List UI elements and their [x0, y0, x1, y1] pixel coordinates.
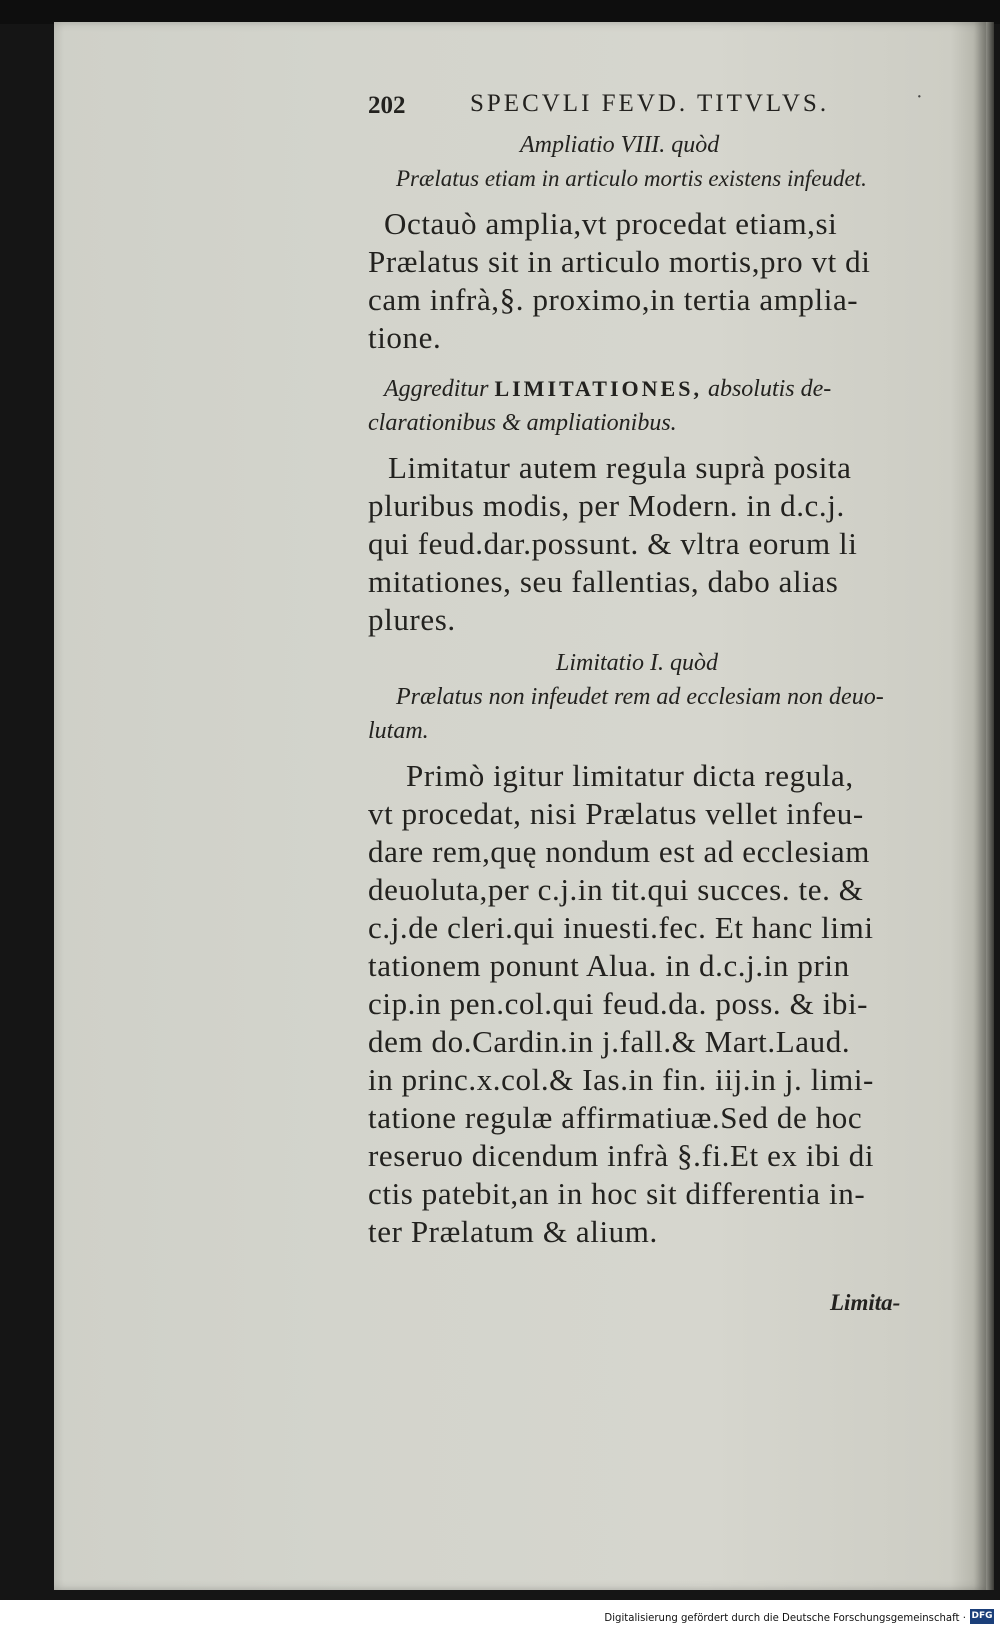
text-line: pluribus modis, per Modern. in d.c.j. [368, 488, 845, 523]
section-heading-limitationes-cont: clarationibus & ampliationibus. [368, 410, 677, 436]
text-line: dare rem,quę nondum est ad ecclesiam [368, 834, 870, 869]
section-subheading-ampliatio: Prælatus etiam in articulo mortis existens infeudet. [396, 166, 867, 191]
page-number: 202 [368, 92, 406, 119]
text-line: plures. [368, 602, 456, 637]
text-line: in princ.x.col.& Ias.in fin. iij.in j. limi- [368, 1062, 874, 1097]
text-line: vt procedat, nisi Prælatus vellet infeu- [368, 796, 864, 831]
section-heading-limitationes [384, 376, 831, 403]
text-line: ter Prælatum & alium. [368, 1214, 658, 1249]
running-head [368, 86, 938, 120]
text-line: cam infrà,§. proximo,in tertia amplia- [368, 282, 859, 317]
text-line: Prælatus sit in articulo mortis,pro vt di [368, 244, 871, 279]
catchword: Limita- [830, 1290, 901, 1315]
footer-bar [0, 1600, 1000, 1634]
text-line: mitationes, seu fallentias, dabo alias [368, 564, 839, 599]
running-title: SPECVLI FEVD. TITVLVS. [470, 90, 830, 117]
section-heading-limitatio: Limitatio I. quòd [556, 650, 719, 676]
heading-italic: absolutis de- [707, 376, 832, 402]
text-line: c.j.de cleri.qui inuesti.fec. Et hanc limi [368, 910, 874, 945]
text-line: tationem ponunt Alua. in d.c.j.in prin [368, 948, 850, 983]
text-line: tione. [368, 320, 442, 355]
heading-italic: Aggreditur [384, 376, 489, 402]
text-line: Primò igitur limitatur dicta regula, [406, 758, 854, 793]
text-line: Octauò amplia,vt procedat etiam,si [384, 206, 838, 241]
dfg-logo-icon: DFG [970, 1609, 994, 1624]
margin-mark: · [916, 86, 926, 108]
heading-caps: LIMITATIONES, [494, 376, 702, 401]
section-subheading-limitatio: Prælatus non infeudet rem ad ecclesiam non deuo- [396, 684, 884, 710]
text-line: cip.in pen.col.qui feud.da. poss. & ibi- [368, 986, 869, 1021]
page-edge [986, 22, 994, 1590]
text-line: tatione regulæ affirmatiuæ.Sed de hoc [368, 1100, 863, 1135]
section-heading-ampliatio: Ampliatio VIII. quòd [520, 132, 720, 158]
text-line: ctis patebit,an in hoc sit differentia in- [368, 1176, 866, 1211]
text-line: Limitatur autem regula suprà posita [388, 450, 852, 485]
text-line: deuoluta,per c.j.in tit.qui succes. te. & [368, 872, 864, 907]
section-subheading-limitatio-cont: lutam. [368, 718, 429, 744]
text-line: qui feud.dar.possunt. & vltra eorum li [368, 526, 858, 561]
text-line: reseruo dicendum infrà §.fi.Et ex ibi di [368, 1138, 875, 1173]
text-line: dem do.Cardin.in j.fall.& Mart.Laud. [368, 1024, 851, 1059]
scan-background-top [0, 0, 1000, 24]
funding-credit: Digitalisierung gefördert durch die Deutsche Forschungsgemeinschaft · [604, 1611, 966, 1624]
